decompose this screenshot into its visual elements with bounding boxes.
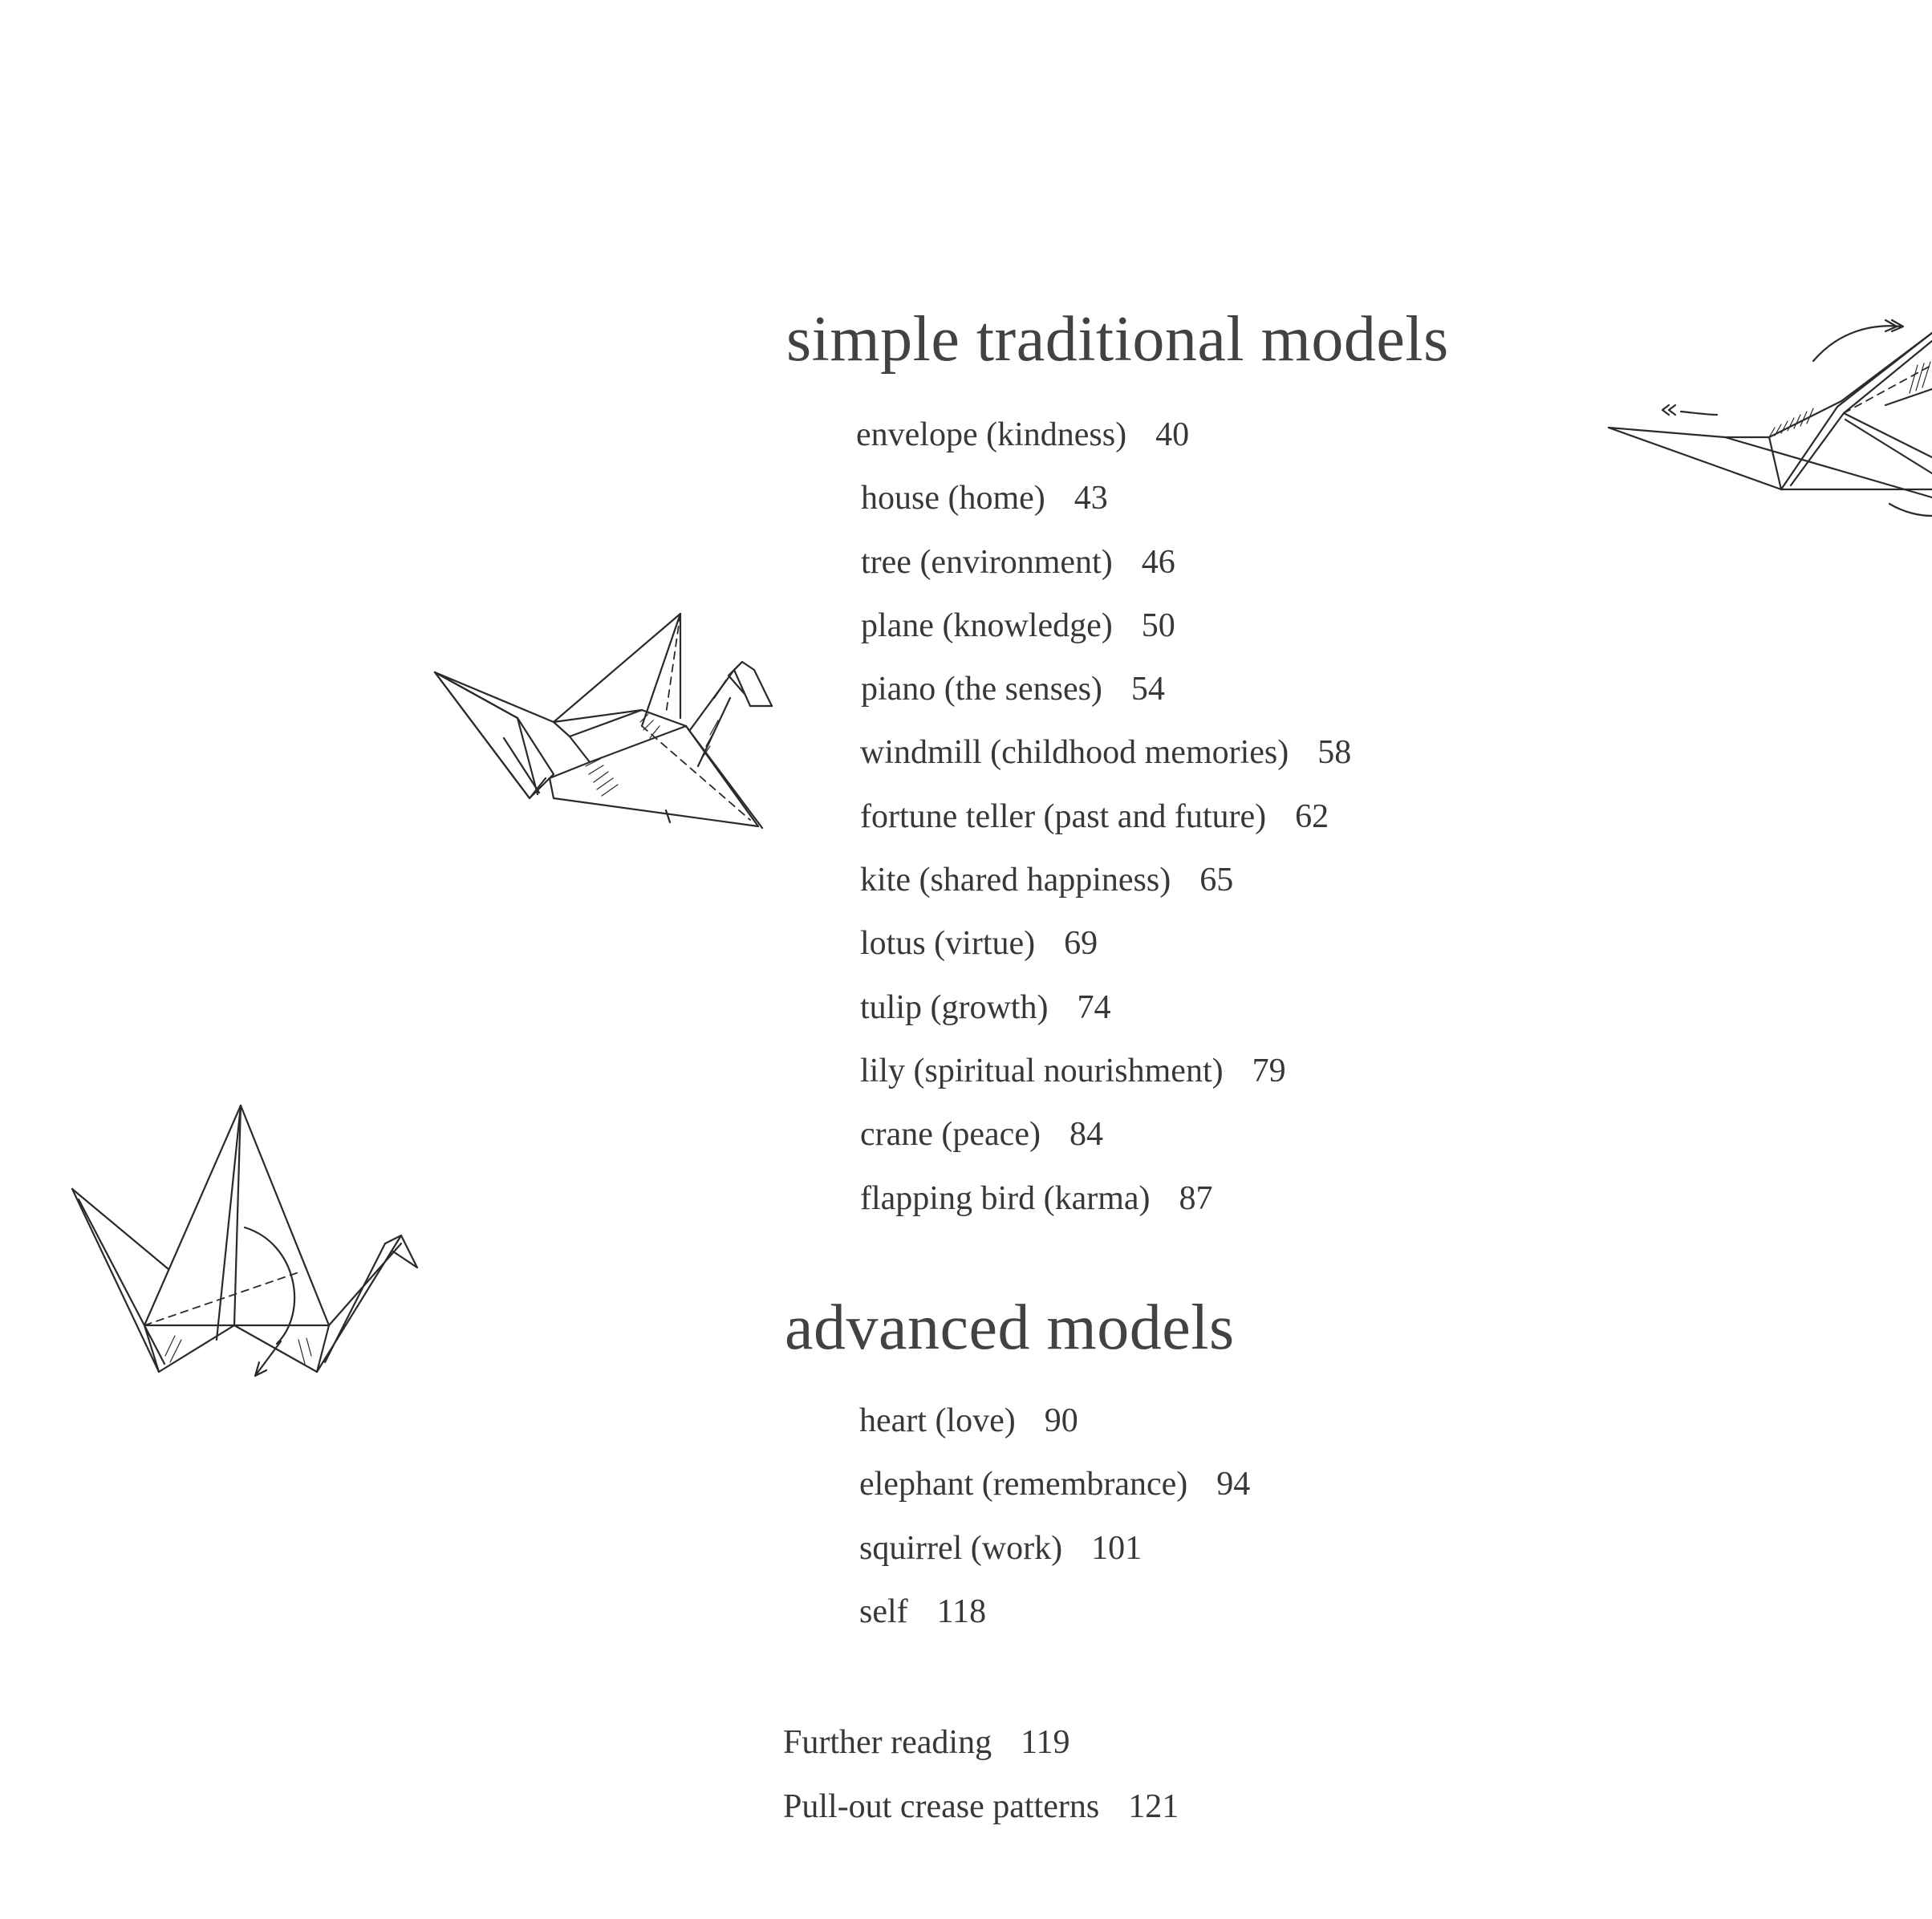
toc-entry-page-number: 58 — [1317, 734, 1352, 772]
toc-entry-page-number: 62 — [1295, 797, 1329, 835]
toc-entry-page-number: 65 — [1199, 862, 1234, 899]
toc-entry-page-number: 43 — [1074, 480, 1108, 517]
toc-entry-kite[interactable] — [860, 861, 1351, 924]
toc-entry-page-number: 74 — [1077, 988, 1111, 1026]
toc-entry-label: tulip (growth) — [860, 988, 1049, 1026]
toc-entry-page-number: 69 — [1064, 925, 1098, 963]
section-title-advanced-models: advanced models — [785, 1292, 1235, 1363]
toc-entry-envelope[interactable] — [856, 416, 1351, 479]
simple-models-list — [856, 416, 1351, 1243]
origami-crane-fold-icon — [64, 1099, 425, 1388]
section-title-simple-traditional-models: simple traditional models — [786, 304, 1449, 375]
toc-entry-label: house (home) — [861, 480, 1045, 517]
toc-entry-label: crane (peace) — [860, 1116, 1041, 1154]
toc-entry-label: self — [859, 1592, 908, 1630]
toc-entry-heart[interactable] — [859, 1402, 1250, 1465]
origami-crane-icon — [425, 594, 778, 842]
toc-entry-page-number: 90 — [1044, 1402, 1078, 1439]
toc-entry-crease-patterns[interactable] — [783, 1787, 1179, 1852]
toc-entry-label: elephant (remembrance) — [859, 1466, 1188, 1503]
back-matter-list — [783, 1723, 1179, 1852]
toc-entry-page-number: 118 — [936, 1592, 987, 1630]
toc-entry-label: Pull-out crease patterns — [783, 1788, 1100, 1825]
advanced-models-list — [859, 1402, 1250, 1656]
toc-entry-crane[interactable] — [860, 1115, 1351, 1179]
toc-entry-page-number: 54 — [1130, 671, 1165, 708]
toc-entry-label: Further reading — [783, 1724, 992, 1761]
toc-entry-page-number: 84 — [1069, 1116, 1103, 1154]
toc-entry-lily[interactable] — [860, 1052, 1351, 1115]
toc-entry-page-number: 50 — [1141, 607, 1175, 644]
toc-entry-tulip[interactable] — [860, 988, 1351, 1052]
toc-entry-label: envelope (kindness) — [856, 416, 1127, 453]
origami-flapping-bird-icon — [1605, 317, 1932, 525]
toc-entry-plane[interactable] — [861, 607, 1351, 670]
toc-entry-label: lily (spiritual nourishment) — [860, 1052, 1224, 1089]
toc-entry-windmill[interactable] — [860, 733, 1351, 797]
toc-entry-flapping-bird[interactable] — [860, 1179, 1351, 1243]
toc-entry-label: windmill (childhood memories) — [860, 734, 1289, 772]
toc-entry-tree[interactable] — [861, 543, 1351, 607]
toc-entry-label: plane (knowledge) — [861, 607, 1113, 644]
toc-entry-label: piano (the senses) — [861, 671, 1102, 708]
toc-entry-label: lotus (virtue) — [860, 925, 1036, 963]
toc-entry-page-number: 40 — [1155, 416, 1190, 453]
toc-entry-elephant[interactable] — [859, 1465, 1250, 1528]
toc-entry-squirrel[interactable] — [859, 1529, 1250, 1592]
toc-entry-label: squirrel (work) — [859, 1529, 1063, 1567]
toc-entry-piano[interactable] — [861, 670, 1351, 733]
toc-entry-label: kite (shared happiness) — [860, 862, 1171, 899]
toc-entry-page-number: 87 — [1179, 1179, 1213, 1217]
toc-entry-page-number: 121 — [1128, 1788, 1179, 1825]
toc-entry-page-number: 119 — [1021, 1724, 1070, 1761]
toc-entry-further-reading[interactable] — [783, 1723, 1179, 1787]
toc-entry-page-number: 101 — [1091, 1529, 1143, 1567]
toc-entry-page-number: 94 — [1216, 1466, 1251, 1503]
toc-entry-label: flapping bird (karma) — [860, 1179, 1151, 1217]
toc-entry-house[interactable] — [861, 479, 1351, 542]
toc-entry-fortune-teller[interactable] — [860, 797, 1351, 861]
toc-entry-page-number: 79 — [1252, 1052, 1286, 1089]
toc-entry-label: heart (love) — [859, 1402, 1016, 1439]
toc-entry-page-number: 46 — [1141, 543, 1175, 581]
toc-entry-lotus[interactable] — [860, 924, 1351, 988]
toc-entry-label: fortune teller (past and future) — [860, 797, 1267, 835]
toc-entry-label: tree (environment) — [861, 543, 1113, 581]
toc-entry-self[interactable] — [859, 1592, 1250, 1656]
